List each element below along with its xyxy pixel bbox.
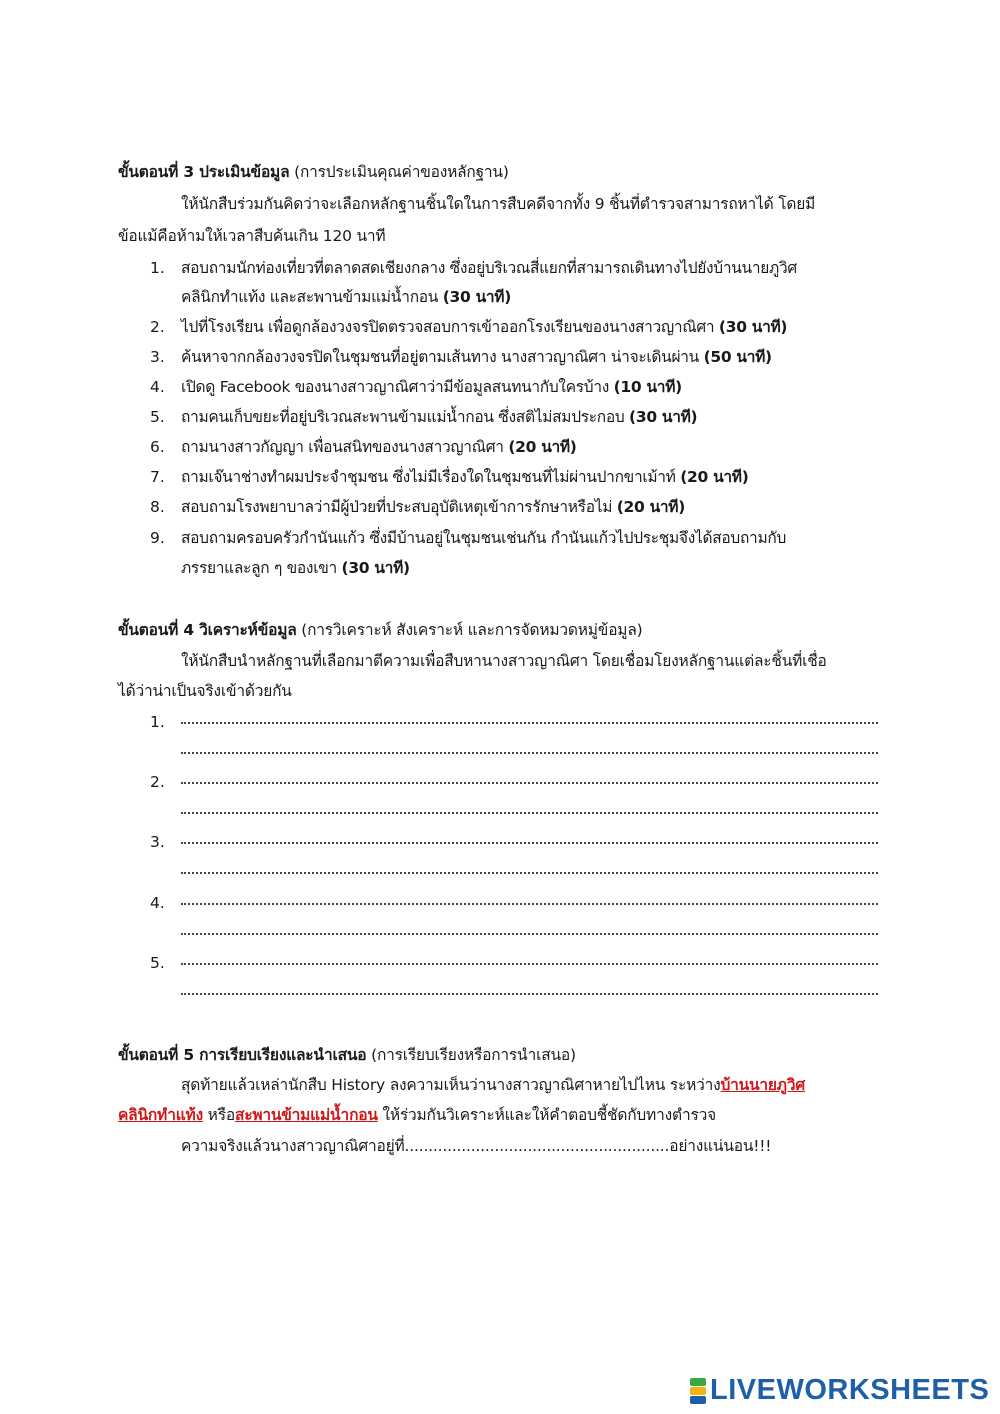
step5-line1-text: สุดท้ายแล้วเหล่านักสืบ History ลงความเห็นว่านางสาวญาณิศาหายไปไหน ระหว่าง — [181, 1076, 721, 1094]
step5-line2 — [118, 1105, 716, 1125]
liveworksheets-wordmark: LIVEWORKSHEETS — [710, 1374, 990, 1406]
step5-line3-text: ความจริงแล้วนางสาวญาณิศาอยู่ที่ — [181, 1137, 405, 1155]
step3-title-note: (การประเมินคุณค่าของหลักฐาน) — [289, 163, 509, 181]
evidence-time: (10 นาที) — [613, 378, 682, 396]
evidence-number: 1. — [150, 259, 165, 277]
evidence-text-cont — [181, 287, 511, 307]
evidence-text — [181, 317, 787, 337]
answer-line[interactable] — [181, 959, 878, 965]
evidence-text-part: ค้นหาจากกล้องวงจรปิดในชุมชนที่อยู่ตามเส้นทาง นางสาวญาณิศา น่าจะเดินผ่าน — [181, 348, 704, 366]
evidence-number: 3. — [150, 348, 165, 366]
evidence-text-part: ถามคนเก็บขยะที่อยู่บริเวณสะพานข้ามแม่น้ำกอน ซึ่งสติไม่สมประกอบ — [181, 408, 630, 426]
answer-line[interactable] — [181, 748, 878, 754]
evidence-number: 7. — [150, 468, 165, 486]
evidence-time: (30 นาที) — [442, 288, 511, 306]
step5-line1 — [181, 1075, 805, 1095]
answer-number: 5. — [150, 954, 165, 972]
evidence-text: สอบถามนักท่องเที่ยวที่ตลาดสดเชียงกลาง ซึ่งอยู่บริเวณสี่แยกที่สามารถเดินทางไปยังบ้านนายภูวิศ — [181, 259, 797, 277]
option-house-link: บ้านนายภูวิศ — [720, 1076, 805, 1094]
evidence-number: 5. — [150, 408, 165, 426]
evidence-time: (50 นาที) — [703, 348, 772, 366]
evidence-time: (20 นาที) — [616, 498, 686, 516]
evidence-time: (20 นาที) — [680, 468, 749, 486]
step3-intro-line2: ข้อแม้คือห้ามให้เวลาสืบค้นเกิน 120 นาที — [118, 227, 386, 245]
answer-line[interactable] — [181, 868, 878, 874]
answer-number: 2. — [150, 773, 165, 791]
option-clinic-link: คลินิกทำแท้ง — [118, 1106, 203, 1124]
answer-number: 3. — [150, 833, 165, 851]
evidence-number: 8. — [150, 498, 165, 516]
evidence-number: 4. — [150, 378, 165, 396]
evidence-text: สอบถามครอบครัวกำนันแก้ว ซึ่งมีบ้านอยู่ในชุมชนเช่นกัน กำนันแก้วไปประชุมจึงได้สอบถามกับ — [181, 529, 786, 547]
step4-heading — [118, 620, 642, 640]
answer-line[interactable] — [181, 718, 878, 724]
step4-intro-line2: ได้ว่าน่าเป็นจริงเข้าด้วยกัน — [118, 682, 292, 700]
evidence-text-part: สอบถามโรงพยาบาลว่ามีผู้ป่วยที่ประสบอุบัติเหตุเข้าการรักษาหรือไม่ — [181, 498, 617, 516]
step4-title: ขั้นตอนที่ 4 วิเคราะห์ข้อมูล — [118, 621, 297, 639]
evidence-text — [181, 497, 685, 517]
evidence-text-part: ถามนางสาวกัญญา เพื่อนสนิทของนางสาวญาณิศา — [181, 438, 509, 456]
step3-title: ขั้นตอนที่ 3 ประเมินข้อมูล — [118, 163, 290, 181]
evidence-text — [181, 467, 749, 487]
liveworksheets-icon — [690, 1378, 706, 1404]
evidence-time: (30 นาที) — [341, 559, 410, 577]
step3-heading — [118, 162, 509, 182]
step5-line2-text: ให้ร่วมกันวิเคราะห์และให้คำตอบชี้ชัดกับทางตำรวจ — [377, 1106, 717, 1124]
answer-line[interactable] — [181, 778, 878, 784]
answer-line[interactable] — [181, 838, 878, 844]
evidence-time: (30 นาที) — [629, 408, 698, 426]
evidence-text — [181, 407, 697, 427]
step5-heading — [118, 1045, 576, 1065]
evidence-text-part: คลินิกทำแท้ง และสะพานข้ามแม่น้ำกอน — [181, 288, 443, 306]
step4-intro-line1: ให้นักสืบนำหลักฐานที่เลือกมาตีความเพื่อสืบหานางสาวญาณิศา โดยเชื่อมโยงหลักฐานแต่ละชิ้นที่เชื่อ — [181, 652, 827, 670]
answer-number: 4. — [150, 894, 165, 912]
liveworksheets-logo — [690, 1374, 989, 1407]
step4-title-note: (การวิเคราะห์ สังเคราะห์ และการจัดหมวดหมู่ข้อมูล) — [296, 621, 643, 639]
evidence-text-part: ภรรยาและลูก ๆ ของเขา — [181, 559, 342, 577]
evidence-text-part: ถามเจ๊นาช่างทำผมประจำชุมชน ซึ่งไม่มีเรื่องใดในชุมชนที่ไม่ผ่านปากขาเม้าท์ — [181, 468, 681, 486]
step5-line2-or: หรือ — [202, 1106, 235, 1124]
step5-title-note: (การเรียบเรียงหรือการนำเสนอ) — [366, 1046, 576, 1064]
answer-line[interactable] — [181, 989, 878, 995]
evidence-number: 9. — [150, 529, 165, 547]
option-bridge-link: สะพานข้ามแม่น้ำกอน — [234, 1106, 378, 1124]
answer-number: 1. — [150, 713, 165, 731]
final-answer-blank[interactable]: ........................................................ — [404, 1137, 670, 1155]
evidence-text-part: ไปที่โรงเรียน เพื่อดูกล้องวงจรปิดตรวจสอบการเข้าออกโรงเรียนของนางสาวญาณิศา — [181, 318, 719, 336]
step5-title: ขั้นตอนที่ 5 การเรียบเรียงและนำเสนอ — [118, 1046, 367, 1064]
answer-line[interactable] — [181, 808, 878, 814]
evidence-text-cont — [181, 558, 410, 578]
evidence-text-part: เปิดดู Facebook ของนางสาวญาณิศาว่ามีข้อมูลสนทนากับใครบ้าง — [181, 378, 614, 396]
step5-line3 — [181, 1136, 771, 1156]
step5-line3-end: อย่างแน่นอน!!! — [669, 1137, 772, 1155]
evidence-time: (30 นาที) — [718, 318, 788, 336]
step3-intro-line1: ให้นักสืบร่วมกันคิดว่าจะเลือกหลักฐานชิ้นใดในการสืบคดีจากทั้ง 9 ชิ้นที่ตำรวจสามารถหาได้ โดยมี — [181, 195, 816, 213]
evidence-number: 2. — [150, 318, 165, 336]
answer-line[interactable] — [181, 899, 878, 905]
evidence-time: (20 นาที) — [508, 438, 577, 456]
evidence-text — [181, 377, 682, 397]
evidence-number: 6. — [150, 438, 165, 456]
answer-line[interactable] — [181, 929, 878, 935]
evidence-text — [181, 437, 577, 457]
evidence-text — [181, 347, 772, 367]
